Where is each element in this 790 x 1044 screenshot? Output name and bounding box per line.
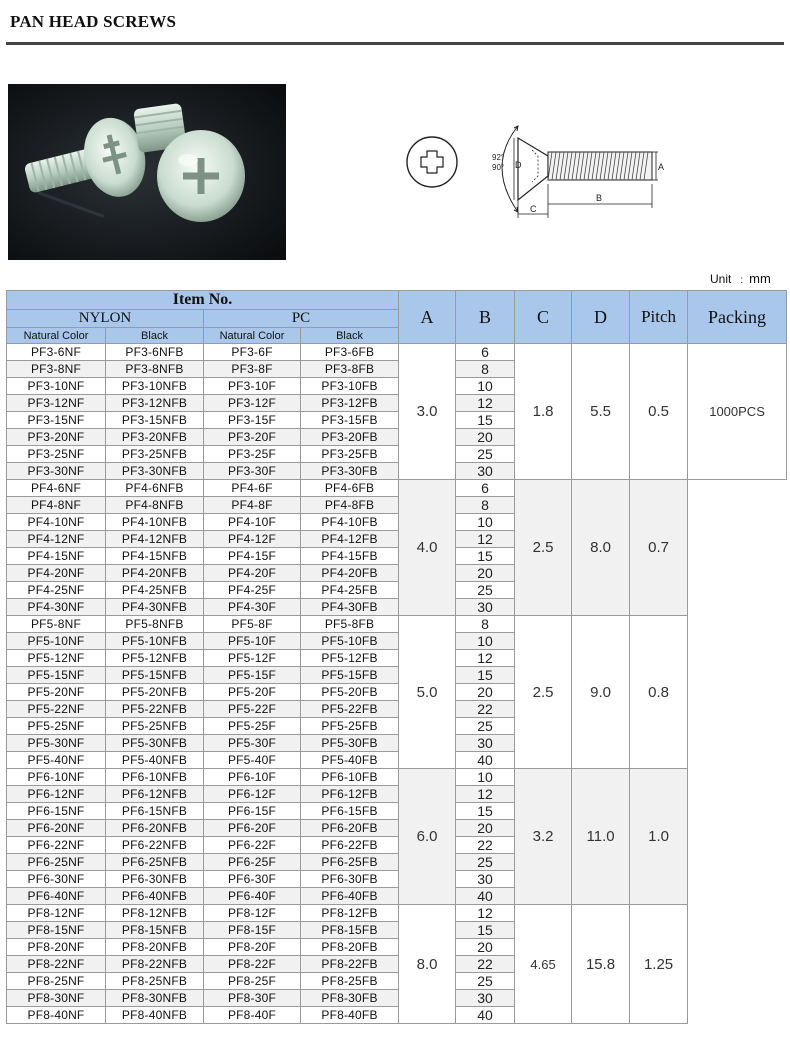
dimension-b: 20 <box>456 684 515 701</box>
pc-natural-code: PF4-8F <box>204 497 301 514</box>
nylon-black-code: PF5-15NFB <box>106 667 204 684</box>
nylon-black-code: PF6-15NFB <box>106 803 204 820</box>
pc-black-code: PF3-30FB <box>301 463 399 480</box>
nylon-natural-code: PF5-40NF <box>7 752 106 769</box>
nylon-black-code: PF6-12NFB <box>106 786 204 803</box>
pc-black-code: PF4-6FB <box>301 480 399 497</box>
dimension-b: 8 <box>456 616 515 633</box>
nylon-natural-code: PF4-30NF <box>7 599 106 616</box>
pc-black-code: PF3-20FB <box>301 429 399 446</box>
dimension-b: 6 <box>456 344 515 361</box>
nylon-natural-code: PF4-6NF <box>7 480 106 497</box>
dimension-b: 22 <box>456 701 515 718</box>
table-row <box>7 480 787 497</box>
nylon-natural-code: PF3-10NF <box>7 378 106 395</box>
pc-natural-code: PF6-30F <box>204 871 301 888</box>
pc-natural-code: PF4-12F <box>204 531 301 548</box>
dimension-b: 12 <box>456 650 515 667</box>
nylon-natural-code: PF3-25NF <box>7 446 106 463</box>
nylon-natural-code: PF8-22NF <box>7 956 106 973</box>
dimension-b: 30 <box>456 463 515 480</box>
pc-black-code: PF8-22FB <box>301 956 399 973</box>
unit-separator: : <box>740 275 744 286</box>
nylon-black-code: PF5-22NFB <box>106 701 204 718</box>
nylon-natural-code: PF8-12NF <box>7 905 106 922</box>
product-photo <box>8 84 286 260</box>
nylon-natural-code: PF5-10NF <box>7 633 106 650</box>
header-packing: Packing <box>688 291 787 344</box>
nylon-natural-code: PF6-20NF <box>7 820 106 837</box>
pc-natural-code: PF3-6F <box>204 344 301 361</box>
pc-black-code: PF8-40FB <box>301 1007 399 1024</box>
nylon-black-code: PF5-40NFB <box>106 752 204 769</box>
dimension-a: 6.0 <box>399 769 456 905</box>
pc-black-code: PF5-20FB <box>301 684 399 701</box>
nylon-black-code: PF3-12NFB <box>106 395 204 412</box>
nylon-black-code: PF3-30NFB <box>106 463 204 480</box>
pc-black-code: PF4-20FB <box>301 565 399 582</box>
dimension-b: 10 <box>456 514 515 531</box>
dimension-b: 6 <box>456 480 515 497</box>
title-divider <box>6 42 784 45</box>
dimension-b: 8 <box>456 361 515 378</box>
pc-black-code: PF3-10FB <box>301 378 399 395</box>
pc-black-code: PF5-12FB <box>301 650 399 667</box>
dimension-b: 12 <box>456 786 515 803</box>
diagram-label-c: C <box>530 204 537 214</box>
dimension-d: 8.0 <box>572 480 630 616</box>
pc-natural-code: PF6-10F <box>204 769 301 786</box>
nylon-black-code: PF4-12NFB <box>106 531 204 548</box>
pc-black-code: PF6-25FB <box>301 854 399 871</box>
pc-black-code: PF4-30FB <box>301 599 399 616</box>
table-row <box>7 905 787 922</box>
pc-black-code: PF4-15FB <box>301 548 399 565</box>
nylon-natural-code: PF6-40NF <box>7 888 106 905</box>
dimension-b: 30 <box>456 871 515 888</box>
nylon-natural-code: PF6-22NF <box>7 837 106 854</box>
nylon-natural-code: PF5-25NF <box>7 718 106 735</box>
pc-natural-code: PF3-8F <box>204 361 301 378</box>
dimension-b: 20 <box>456 429 515 446</box>
pc-black-code: PF5-10FB <box>301 633 399 650</box>
pc-natural-code: PF5-40F <box>204 752 301 769</box>
pc-natural-code: PF8-25F <box>204 973 301 990</box>
nylon-natural-code: PF4-12NF <box>7 531 106 548</box>
pc-black-code: PF6-10FB <box>301 769 399 786</box>
nylon-natural-code: PF5-30NF <box>7 735 106 752</box>
pc-black-code: PF5-15FB <box>301 667 399 684</box>
dimension-b: 15 <box>456 803 515 820</box>
dimension-b: 20 <box>456 565 515 582</box>
pc-natural-code: PF3-30F <box>204 463 301 480</box>
pc-black-code: PF8-20FB <box>301 939 399 956</box>
nylon-black-code: PF3-8NFB <box>106 361 204 378</box>
nylon-black-code: PF4-30NFB <box>106 599 204 616</box>
dimension-a: 5.0 <box>399 616 456 769</box>
pc-natural-code: PF4-25F <box>204 582 301 599</box>
pc-natural-code: PF6-25F <box>204 854 301 871</box>
nylon-black-code: PF5-30NFB <box>106 735 204 752</box>
pc-black-code: PF5-25FB <box>301 718 399 735</box>
nylon-black-code: PF8-20NFB <box>106 939 204 956</box>
dimension-b: 15 <box>456 922 515 939</box>
nylon-natural-code: PF4-25NF <box>7 582 106 599</box>
nylon-black-code: PF8-12NFB <box>106 905 204 922</box>
pc-black-code: PF3-15FB <box>301 412 399 429</box>
dimension-b: 10 <box>456 378 515 395</box>
pc-natural-code: PF4-20F <box>204 565 301 582</box>
pc-natural-code: PF5-10F <box>204 633 301 650</box>
unit-value: mm <box>749 271 771 286</box>
dimension-b: 40 <box>456 1007 515 1024</box>
dimension-a: 3.0 <box>399 344 456 480</box>
nylon-black-code: PF6-20NFB <box>106 820 204 837</box>
dimension-b: 12 <box>456 395 515 412</box>
pc-black-code: PF3-25FB <box>301 446 399 463</box>
header-b: B <box>456 291 515 344</box>
nylon-black-code: PF8-25NFB <box>106 973 204 990</box>
dimension-c: 4.65 <box>515 905 572 1024</box>
dimension-b: 15 <box>456 412 515 429</box>
dimension-c: 3.2 <box>515 769 572 905</box>
pc-natural-code: PF6-40F <box>204 888 301 905</box>
pc-black-code: PF8-15FB <box>301 922 399 939</box>
nylon-natural-code: PF6-12NF <box>7 786 106 803</box>
size-group <box>7 769 787 905</box>
pc-black-code: PF3-8FB <box>301 361 399 378</box>
nylon-natural-code: PF5-12NF <box>7 650 106 667</box>
pc-natural-code: PF4-15F <box>204 548 301 565</box>
dimension-c: 2.5 <box>515 480 572 616</box>
pc-natural-code: PF6-12F <box>204 786 301 803</box>
nylon-natural-code: PF8-30NF <box>7 990 106 1007</box>
pc-natural-code: PF8-20F <box>204 939 301 956</box>
nylon-natural-code: PF6-25NF <box>7 854 106 871</box>
header-pc-black: Black <box>301 328 399 344</box>
pc-black-code: PF4-12FB <box>301 531 399 548</box>
header-nylon: NYLON <box>7 310 204 328</box>
nylon-natural-code: PF5-20NF <box>7 684 106 701</box>
dimension-b: 20 <box>456 939 515 956</box>
pc-natural-code: PF8-12F <box>204 905 301 922</box>
dimension-b: 30 <box>456 599 515 616</box>
nylon-natural-code: PF3-20NF <box>7 429 106 446</box>
packing-value: 1000PCS <box>688 344 787 480</box>
pc-black-code: PF6-20FB <box>301 820 399 837</box>
nylon-black-code: PF3-10NFB <box>106 378 204 395</box>
header-pitch: Pitch <box>630 291 688 344</box>
table-row <box>7 344 787 361</box>
page-title: PAN HEAD SCREWS <box>10 12 177 31</box>
nylon-natural-code: PF4-15NF <box>7 548 106 565</box>
nylon-black-code: PF4-10NFB <box>106 514 204 531</box>
dimension-b: 25 <box>456 718 515 735</box>
dimension-b: 12 <box>456 905 515 922</box>
spec-table <box>6 290 787 1024</box>
nylon-black-code: PF5-20NFB <box>106 684 204 701</box>
dimension-a: 8.0 <box>399 905 456 1024</box>
dimension-b: 40 <box>456 888 515 905</box>
pc-natural-code: PF6-20F <box>204 820 301 837</box>
nylon-natural-code: PF3-30NF <box>7 463 106 480</box>
nylon-natural-code: PF6-10NF <box>7 769 106 786</box>
nylon-black-code: PF5-25NFB <box>106 718 204 735</box>
nylon-natural-code: PF8-15NF <box>7 922 106 939</box>
dimension-a: 4.0 <box>399 480 456 616</box>
pc-black-code: PF3-12FB <box>301 395 399 412</box>
pc-black-code: PF4-8FB <box>301 497 399 514</box>
unit-note <box>710 271 771 286</box>
dimension-c: 2.5 <box>515 616 572 769</box>
nylon-black-code: PF5-10NFB <box>106 633 204 650</box>
nylon-black-code: PF6-22NFB <box>106 837 204 854</box>
pc-black-code: PF3-6FB <box>301 344 399 361</box>
nylon-black-code: PF3-25NFB <box>106 446 204 463</box>
size-group <box>7 905 787 1024</box>
pc-black-code: PF8-25FB <box>301 973 399 990</box>
pc-natural-code: PF5-22F <box>204 701 301 718</box>
phillips-head-top-view <box>407 137 457 187</box>
diagram-label-d: D <box>515 160 522 170</box>
pc-natural-code: PF5-12F <box>204 650 301 667</box>
pc-black-code: PF5-30FB <box>301 735 399 752</box>
pc-black-code: PF8-30FB <box>301 990 399 1007</box>
pc-natural-code: PF8-40F <box>204 1007 301 1024</box>
dimension-b: 12 <box>456 531 515 548</box>
header-nylon-natural: Natural Color <box>7 328 106 344</box>
pc-natural-code: PF3-12F <box>204 395 301 412</box>
header-pc-natural: Natural Color <box>204 328 301 344</box>
nylon-black-code: PF8-15NFB <box>106 922 204 939</box>
pc-black-code: PF8-12FB <box>301 905 399 922</box>
diagram-angle-2: 90° <box>492 163 505 172</box>
dimension-b: 22 <box>456 956 515 973</box>
dimension-b: 25 <box>456 582 515 599</box>
nylon-black-code: PF5-8NFB <box>106 616 204 633</box>
dimension-b: 30 <box>456 990 515 1007</box>
table-row <box>7 616 787 633</box>
pc-black-code: PF6-15FB <box>301 803 399 820</box>
nylon-natural-code: PF3-8NF <box>7 361 106 378</box>
nylon-natural-code: PF3-6NF <box>7 344 106 361</box>
dimension-d: 15.8 <box>572 905 630 1024</box>
pc-natural-code: PF3-25F <box>204 446 301 463</box>
nylon-natural-code: PF3-12NF <box>7 395 106 412</box>
header-d: D <box>572 291 630 344</box>
nylon-natural-code: PF5-22NF <box>7 701 106 718</box>
dimension-pitch: 1.25 <box>630 905 688 1024</box>
diagram-angle-1: 92° <box>492 153 505 162</box>
nylon-black-code: PF3-20NFB <box>106 429 204 446</box>
nylon-natural-code: PF5-8NF <box>7 616 106 633</box>
pc-black-code: PF6-22FB <box>301 837 399 854</box>
size-group <box>7 344 787 480</box>
nylon-black-code: PF6-30NFB <box>106 871 204 888</box>
size-group <box>7 480 787 616</box>
screw-dimension-diagram <box>400 104 666 220</box>
header-c: C <box>515 291 572 344</box>
pc-black-code: PF5-40FB <box>301 752 399 769</box>
pc-black-code: PF6-40FB <box>301 888 399 905</box>
nylon-natural-code: PF5-15NF <box>7 667 106 684</box>
dimension-b: 25 <box>456 446 515 463</box>
nylon-black-code: PF5-12NFB <box>106 650 204 667</box>
nylon-black-code: PF6-40NFB <box>106 888 204 905</box>
dimension-b: 10 <box>456 633 515 650</box>
pc-natural-code: PF3-10F <box>204 378 301 395</box>
dimension-b: 25 <box>456 973 515 990</box>
product-photo-image <box>8 84 286 260</box>
nylon-black-code: PF4-15NFB <box>106 548 204 565</box>
dimension-b: 22 <box>456 837 515 854</box>
dimension-pitch: 0.7 <box>630 480 688 616</box>
size-group <box>7 616 787 769</box>
dimension-b: 25 <box>456 854 515 871</box>
dimension-b: 40 <box>456 752 515 769</box>
nylon-natural-code: PF4-20NF <box>7 565 106 582</box>
dimension-d: 9.0 <box>572 616 630 769</box>
dimension-b: 8 <box>456 497 515 514</box>
table-row <box>7 769 787 786</box>
pc-black-code: PF4-25FB <box>301 582 399 599</box>
dimension-pitch: 1.0 <box>630 769 688 905</box>
countersunk-side-view <box>502 126 658 218</box>
unit-label: Unit <box>710 272 732 286</box>
pc-natural-code: PF5-20F <box>204 684 301 701</box>
nylon-black-code: PF6-10NFB <box>106 769 204 786</box>
dimension-pitch: 0.5 <box>630 344 688 480</box>
pc-natural-code: PF5-15F <box>204 667 301 684</box>
pc-natural-code: PF8-15F <box>204 922 301 939</box>
pc-natural-code: PF8-22F <box>204 956 301 973</box>
pc-natural-code: PF6-15F <box>204 803 301 820</box>
pc-natural-code: PF4-10F <box>204 514 301 531</box>
dimension-d: 11.0 <box>572 769 630 905</box>
dimension-c: 1.8 <box>515 344 572 480</box>
pc-natural-code: PF3-15F <box>204 412 301 429</box>
nylon-black-code: PF8-40NFB <box>106 1007 204 1024</box>
nylon-natural-code: PF6-30NF <box>7 871 106 888</box>
nylon-natural-code: PF8-20NF <box>7 939 106 956</box>
nylon-natural-code: PF6-15NF <box>7 803 106 820</box>
header-item-no: Item No. <box>7 291 399 310</box>
pc-natural-code: PF5-30F <box>204 735 301 752</box>
pc-black-code: PF5-8FB <box>301 616 399 633</box>
nylon-natural-code: PF4-8NF <box>7 497 106 514</box>
header-a: A <box>399 291 456 344</box>
pc-natural-code: PF4-6F <box>204 480 301 497</box>
nylon-natural-code: PF4-10NF <box>7 514 106 531</box>
nylon-black-code: PF4-8NFB <box>106 497 204 514</box>
pc-natural-code: PF4-30F <box>204 599 301 616</box>
dimension-b: 30 <box>456 735 515 752</box>
pc-black-code: PF6-12FB <box>301 786 399 803</box>
nylon-black-code: PF3-6NFB <box>106 344 204 361</box>
nylon-black-code: PF6-25NFB <box>106 854 204 871</box>
pc-black-code: PF5-22FB <box>301 701 399 718</box>
pc-black-code: PF4-10FB <box>301 514 399 531</box>
dimension-b: 15 <box>456 548 515 565</box>
dimension-b: 10 <box>456 769 515 786</box>
diagram-label-a: A <box>658 162 665 172</box>
nylon-black-code: PF8-22NFB <box>106 956 204 973</box>
dimension-d: 5.5 <box>572 344 630 480</box>
nylon-black-code: PF3-15NFB <box>106 412 204 429</box>
diagram-label-b: B <box>596 193 603 203</box>
pc-natural-code: PF5-25F <box>204 718 301 735</box>
pc-natural-code: PF5-8F <box>204 616 301 633</box>
nylon-black-code: PF8-30NFB <box>106 990 204 1007</box>
dimension-b: 20 <box>456 820 515 837</box>
dimension-b: 15 <box>456 667 515 684</box>
pc-natural-code: PF8-30F <box>204 990 301 1007</box>
dimension-pitch: 0.8 <box>630 616 688 769</box>
pc-natural-code: PF6-22F <box>204 837 301 854</box>
nylon-natural-code: PF8-25NF <box>7 973 106 990</box>
nylon-black-code: PF4-6NFB <box>106 480 204 497</box>
pc-black-code: PF6-30FB <box>301 871 399 888</box>
nylon-black-code: PF4-25NFB <box>106 582 204 599</box>
header-pc: PC <box>204 310 399 328</box>
nylon-black-code: PF4-20NFB <box>106 565 204 582</box>
nylon-natural-code: PF8-40NF <box>7 1007 106 1024</box>
header-nylon-black: Black <box>106 328 204 344</box>
pc-natural-code: PF3-20F <box>204 429 301 446</box>
nylon-natural-code: PF3-15NF <box>7 412 106 429</box>
